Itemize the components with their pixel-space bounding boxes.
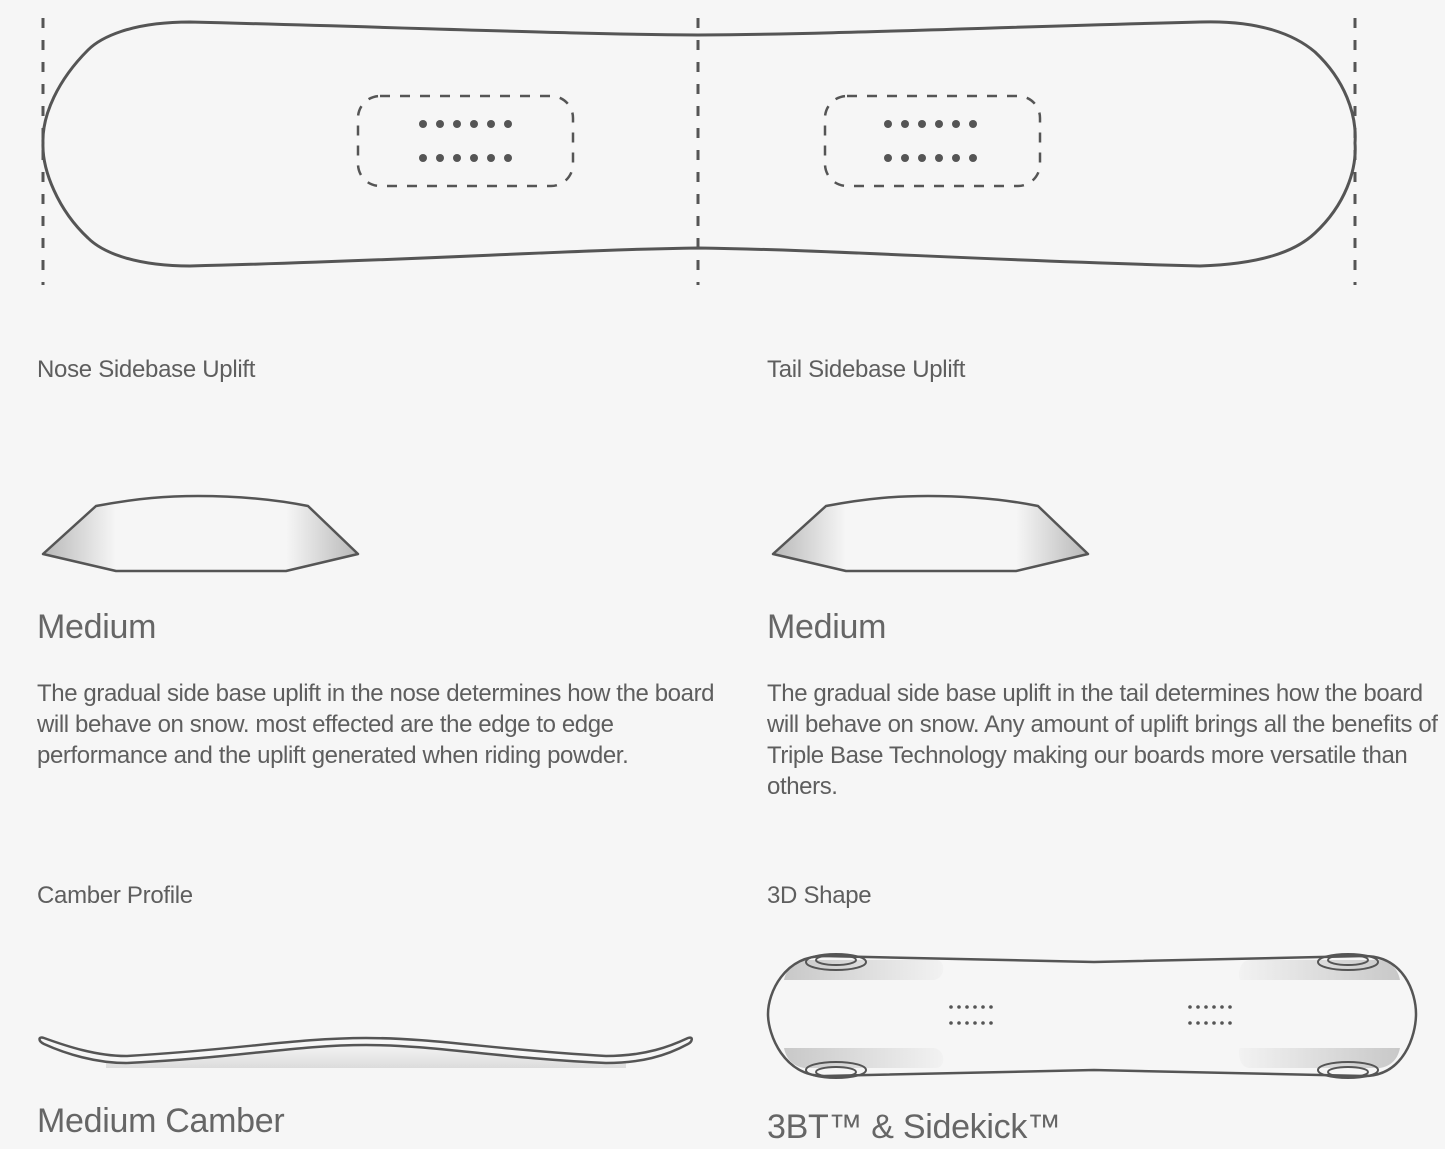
binding-zone-icon — [358, 96, 573, 186]
camber-profile-value: Medium Camber — [37, 1102, 285, 1140]
3d-shape-board-icon — [764, 948, 1424, 1088]
binding-zone-icon — [825, 96, 1040, 186]
nose-uplift-profile-icon — [38, 492, 368, 582]
nose-uplift-value: Medium — [37, 608, 157, 646]
camber-profile-icon — [36, 1028, 696, 1078]
tail-uplift-description: The gradual side base uplift in the tail determines how the board will behave on snow. Any amount of uplift brings all the benefits of Triple Base Technology making our boards more versatile than others. — [767, 680, 1438, 800]
tail-uplift-value: Medium — [767, 608, 887, 646]
tail-uplift-profile-icon — [768, 492, 1098, 582]
shape-value: 3BT™ & Sidekick™ — [767, 1108, 1061, 1146]
nose-uplift-description: The gradual side base uplift in the nose determines how the board will behave on snow. most effected are the edge to edge performance and the uplift generated when riding powder. — [37, 680, 715, 769]
insert-holes-icon — [949, 1005, 1232, 1025]
board-top-outline-icon — [0, 0, 1445, 300]
camber-profile-label: Camber Profile — [37, 882, 193, 909]
tail-uplift-label: Tail Sidebase Uplift — [767, 356, 966, 383]
shape-label: 3D Shape — [767, 882, 872, 909]
board-outline — [43, 22, 1355, 266]
nose-uplift-label: Nose Sidebase Uplift — [37, 356, 256, 383]
